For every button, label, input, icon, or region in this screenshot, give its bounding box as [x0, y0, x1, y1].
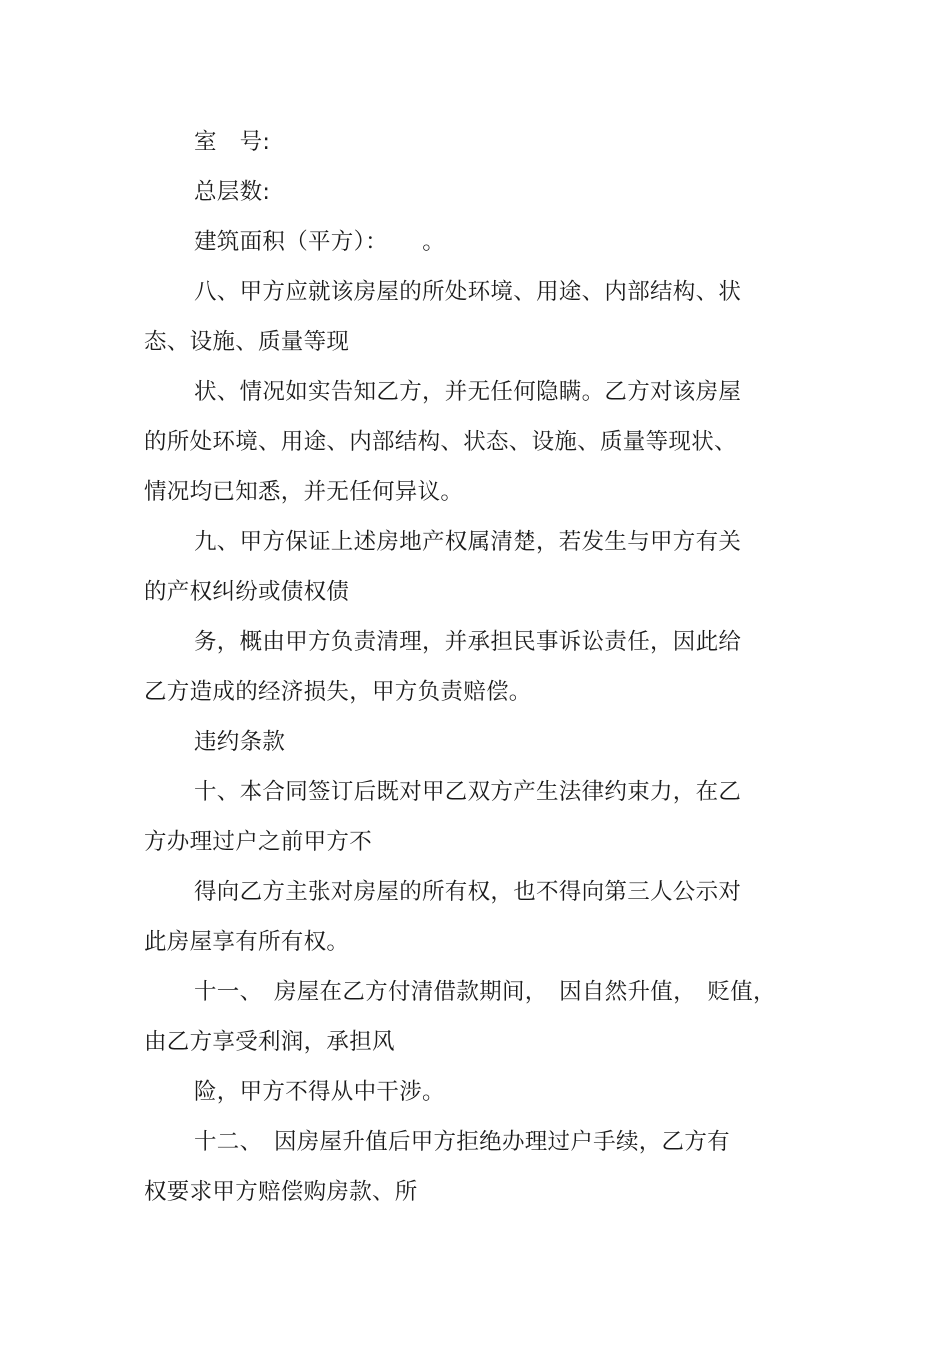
clause-10-line-3: 得向乙方主张对房屋的所有权，也不得向第三人公示对 [194, 879, 742, 905]
clause-11-line-1: 十一、 房屋在乙方付清借款期间， 因自然升值， 贬值， [194, 979, 776, 1005]
breach-clauses-heading: 违约条款 [194, 729, 286, 755]
clause-8-line-1: 八、甲方应就该房屋的所处环境、用途、内部结构、状 [194, 279, 742, 305]
clause-8-line-4: 的所处环境、用途、内部结构、状态、设施、质量等现状、 [144, 429, 737, 455]
clause-10-line-1: 十、本合同签订后既对甲乙双方产生法律约束力，在乙 [194, 779, 742, 805]
clause-12-line-1: 十二、 因房屋升值后甲方拒绝办理过户手续，乙方有 [194, 1129, 730, 1155]
room-number-line: 室 号: [194, 129, 271, 155]
clause-9-line-2: 的产权纠纷或债权债 [144, 579, 350, 605]
clause-11-line-2: 由乙方享受利润，承担风 [144, 1029, 395, 1055]
clause-8-line-2: 态、设施、质量等现 [144, 329, 350, 355]
clause-8-line-3: 状、情况如实告知乙方，并无任何隐瞒。乙方对该房屋 [194, 379, 742, 405]
clause-10-line-4: 此房屋享有所有权。 [144, 929, 350, 955]
total-floors-line: 总层数: [194, 179, 271, 205]
clause-11-line-3: 险，甲方不得从中干涉。 [194, 1079, 445, 1105]
clause-10-line-2: 方办理过户之前甲方不 [144, 829, 373, 855]
clause-8-line-5: 情况均已知悉，并无任何异议。 [144, 479, 464, 505]
clause-9-line-4: 乙方造成的经济损失，甲方负责赔偿。 [144, 679, 532, 705]
clause-12-line-2: 权要求甲方赔偿购房款、所 [144, 1179, 418, 1205]
building-area-line: 建筑面积（平方）： 。 [194, 229, 446, 255]
clause-9-line-1: 九、甲方保证上述房地产权属清楚，若发生与甲方有关 [194, 529, 742, 555]
clause-9-line-3: 务，概由甲方负责清理，并承担民事诉讼责任，因此给 [194, 629, 742, 655]
